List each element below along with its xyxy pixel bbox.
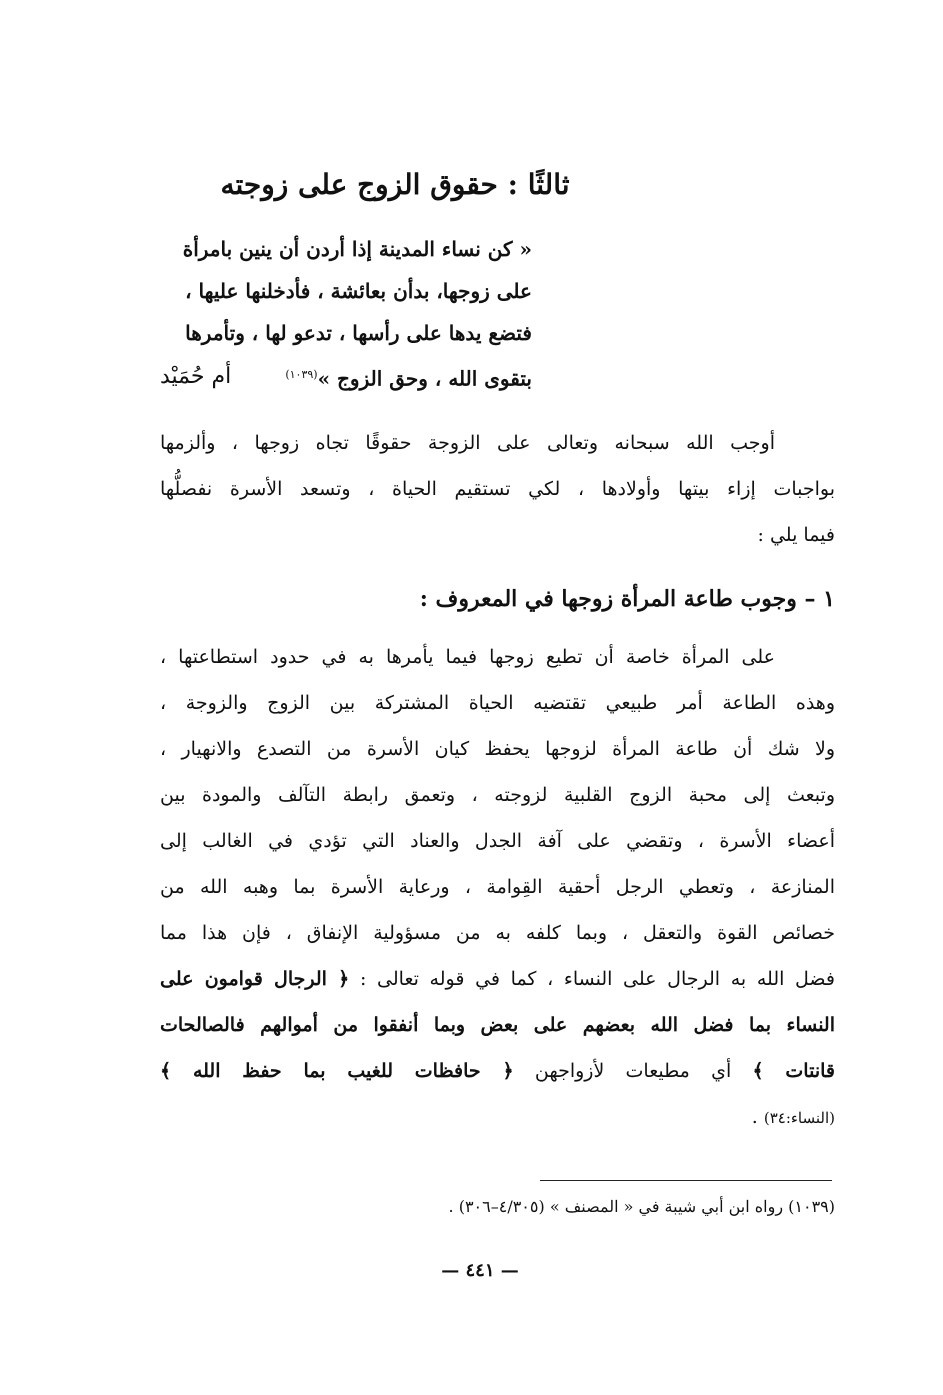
quote-line: على زوجها، بدأن بعائشة ، فأدخلنها عليها ، [185,279,532,303]
footnote-separator [540,1180,832,1181]
quote-line: فتضع يدها على رأسها ، تدعو لها ، وتأمرها [185,321,532,345]
intro-paragraph [160,420,835,558]
page-number: — ٤٤١ — [441,1260,519,1281]
paragraph-line: فيما يلي : [757,524,835,546]
paragraph-text: فضل الله به الرجال على النساء ، كما في قوله تعالى : [349,968,835,990]
footnote-marker: (١٠٣٩) [285,368,318,381]
quran-reference: (النساء:٣٤) [763,1109,835,1127]
paragraph-line: المنازعة ، وتعطي الرجل أحقية القِوامة ، ورعاية الأسرة بما وهبه الله من [160,876,835,898]
paragraph-line [160,1094,835,1140]
section-title: ثالثًا : حقوق الزوج على زوجته [220,168,570,201]
paragraph-line [160,956,835,1002]
subsection-heading: ١ – وجوب طاعة المرأة زوجها في المعروف : [419,586,835,612]
quote-attribution: أم حُمَيْد [160,364,232,389]
quran-verse: ﴿ حافظات للغيب بما حفظ الله ﴾ [160,1060,514,1082]
paragraph-line: على المرأة خاصة أن تطيع زوجها فيما يأمرها به في حدود استطاعتها ، [160,646,775,668]
quran-verse: النساء بما فضل الله بعضهم على بعض وبما أنفقوا من أموالهم فالصالحات [160,1014,835,1036]
paragraph-text: أي مطيعات لأزواجهن [513,1060,753,1082]
paragraph-line: خصائص القوة والتعقل ، وبما كلفه به من مسؤولية الإنفاق ، فإن هذا مما [160,922,835,944]
paragraph-line: بواجبات إزاء بيتها وأولادها ، لكي تستقيم الحياة ، وتسعد الأسرة نفصلُّها [160,478,835,500]
paragraph-line [160,1002,835,1048]
quote-line: « كن نساء المدينة إذا أردن أن ينين بامرأة [182,237,532,261]
quran-verse: ﴿ الرجال قوامون على [160,968,350,990]
footnote: (١٠٣٩) رواه ابن أبي شيبة في « المصنف » (٤/٣٠٥–٣٠٦) . [448,1197,835,1216]
quran-verse: قانتات ﴾ [752,1060,835,1082]
paragraph-line: وتبعث إلى محبة الزوج القلبية لزوجته ، وتعمق رابطة التآلف والمودة بين [160,784,835,806]
paragraph-line [160,1048,835,1094]
epigraph-quote [140,228,532,396]
paragraph-line: أوجب الله سبحانه وتعالى على الزوجة حقوقًا تجاه زوجها ، وألزمها [160,432,775,454]
paragraph-line: أعضاء الأسرة ، وتقضي على آفة الجدل والعناد التي تؤدي في الغالب إلى [160,830,835,852]
quote-line-last [140,354,532,396]
paragraph-line: ولا شك أن طاعة المرأة لزوجها يحفظ كيان الأسرة من التصدع والانهيار ، [160,738,835,760]
paragraph-text: . [751,1106,764,1128]
quote-line: بتقوى الله ، وحق الزوج » [317,366,532,391]
body-paragraph [160,634,835,1140]
paragraph-line: وهذه الطاعة أمر طبيعي تقتضيه الحياة المشتركة بين الزوج والزوجة ، [160,692,835,714]
